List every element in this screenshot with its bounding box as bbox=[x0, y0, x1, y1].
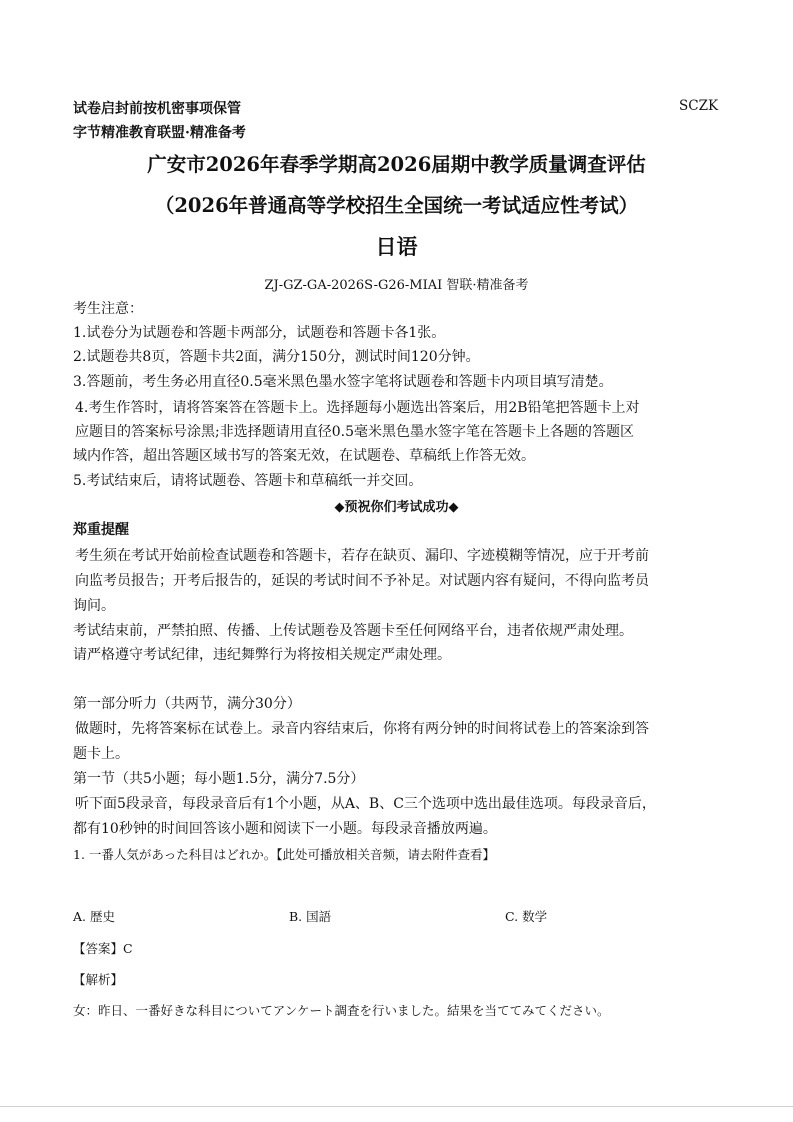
reminder-line-5: 请严格遵守考试纪律，违纪舞弊行为将按相关规定严肃处理。 bbox=[73, 647, 451, 663]
answer-label: 【答案】C bbox=[73, 941, 133, 956]
notice-item-4-cont2: 域内作答，超出答题区域书写的答案无效，在试题卷、草稿纸上作答无效。 bbox=[73, 448, 535, 464]
option-b: B. 国語 bbox=[289, 909, 332, 924]
header-alliance: 字节精准教育联盟·精准备考 bbox=[73, 125, 246, 141]
notice-item-2: 2.试题卷共8页，答题卡共2面，满分150分，测试时间120分钟。 bbox=[73, 349, 480, 365]
notice-item-4-cont: 应题目的答案标号涂黑;非选择题请用直径0.5毫米黑色墨水签字笔在答题卡上各题的答题区 bbox=[75, 424, 634, 440]
reminder-heading: 郑重提醒 bbox=[73, 522, 129, 538]
reminder-line-3: 询问。 bbox=[73, 598, 115, 614]
header-code: SCZK bbox=[679, 98, 719, 114]
exam-title: 广安市2026年春季学期高2026届期中教学质量调查评估 bbox=[147, 153, 646, 176]
analysis-label: 【解析】 bbox=[73, 972, 124, 987]
section1-intro-1: 听下面5段录音，每段录音后有1个小题，从A、B、C三个选项中选出最佳选项。每段录音后， bbox=[75, 796, 656, 812]
reminder-line-4: 考试结束前，严禁拍照、传播、上传试题卷及答题卡至任何网络平台，违者依规严肃处理。 bbox=[73, 623, 633, 639]
exam-code: ZJ-GZ-GA-2026S-G26-MIAI 智联·精准备考 bbox=[264, 278, 529, 293]
part1-heading: 第一部分听力（共两节，满分30分） bbox=[73, 696, 301, 712]
section1-heading: 第一节（共5小题；每小题1.5分，满分7.5分） bbox=[73, 771, 365, 787]
notice-item-3: 3.答题前，考生务必用直径0.5毫米黑色墨水签字笔将试题卷和答题卡内项目填写清楚。 bbox=[73, 374, 613, 390]
transcript-line-1: 女：昨日、一番好きな科目についてアンケート調査を行いました。結果を当ててみてください。 bbox=[73, 1003, 610, 1018]
page-bottom-rule bbox=[0, 1106, 793, 1107]
exam-subtitle: （2026年普通高等学校招生全国统一考试适应性考试） bbox=[154, 194, 639, 217]
notice-item-5: 5.考试结束后，请将试题卷、答题卡和草稿纸一并交回。 bbox=[73, 473, 423, 489]
option-a: A. 歴史 bbox=[73, 909, 115, 924]
notice-item-1: 1.试卷分为试题卷和答题卡两部分，试题卷和答题卡各1张。 bbox=[73, 325, 446, 341]
section1-intro-2: 都有10秒钟的时间回答该小题和阅读下一小题。每段录音播放两遍。 bbox=[73, 821, 497, 837]
notice-heading: 考生注意： bbox=[73, 301, 143, 317]
option-c: C. 数学 bbox=[505, 909, 548, 924]
header-confidential: 试卷启封前按机密事项保管 bbox=[73, 101, 241, 117]
good-luck-wish: ◆预祝你们考试成功◆ bbox=[334, 500, 459, 515]
reminder-line-1: 考生须在考试开始前检查试题卷和答题卡，若存在缺页、漏印、字迹模糊等情况，应于开考前 bbox=[75, 548, 649, 564]
notice-item-4: 4.考生作答时，请将答案答在答题卡上。选择题每小题选出答案后，用2B铅笔把答题卡上对 bbox=[75, 400, 640, 416]
part1-intro-1: 做题时，先将答案标在试卷上。录音内容结束后，你将有两分钟的时间将试卷上的答案涂到答 bbox=[75, 721, 649, 737]
part1-intro-2: 题卡上。 bbox=[73, 746, 129, 762]
reminder-line-2: 向监考员报告；开考后报告的，延误的考试时间不予补足。对试题内容有疑问，不得向监考员 bbox=[75, 573, 649, 589]
subject-title: 日语 bbox=[375, 234, 418, 259]
question-1-stem: 1. 一番人気があった科目はどれか。【此处可播放相关音频，请去附件查看】 bbox=[73, 847, 496, 862]
